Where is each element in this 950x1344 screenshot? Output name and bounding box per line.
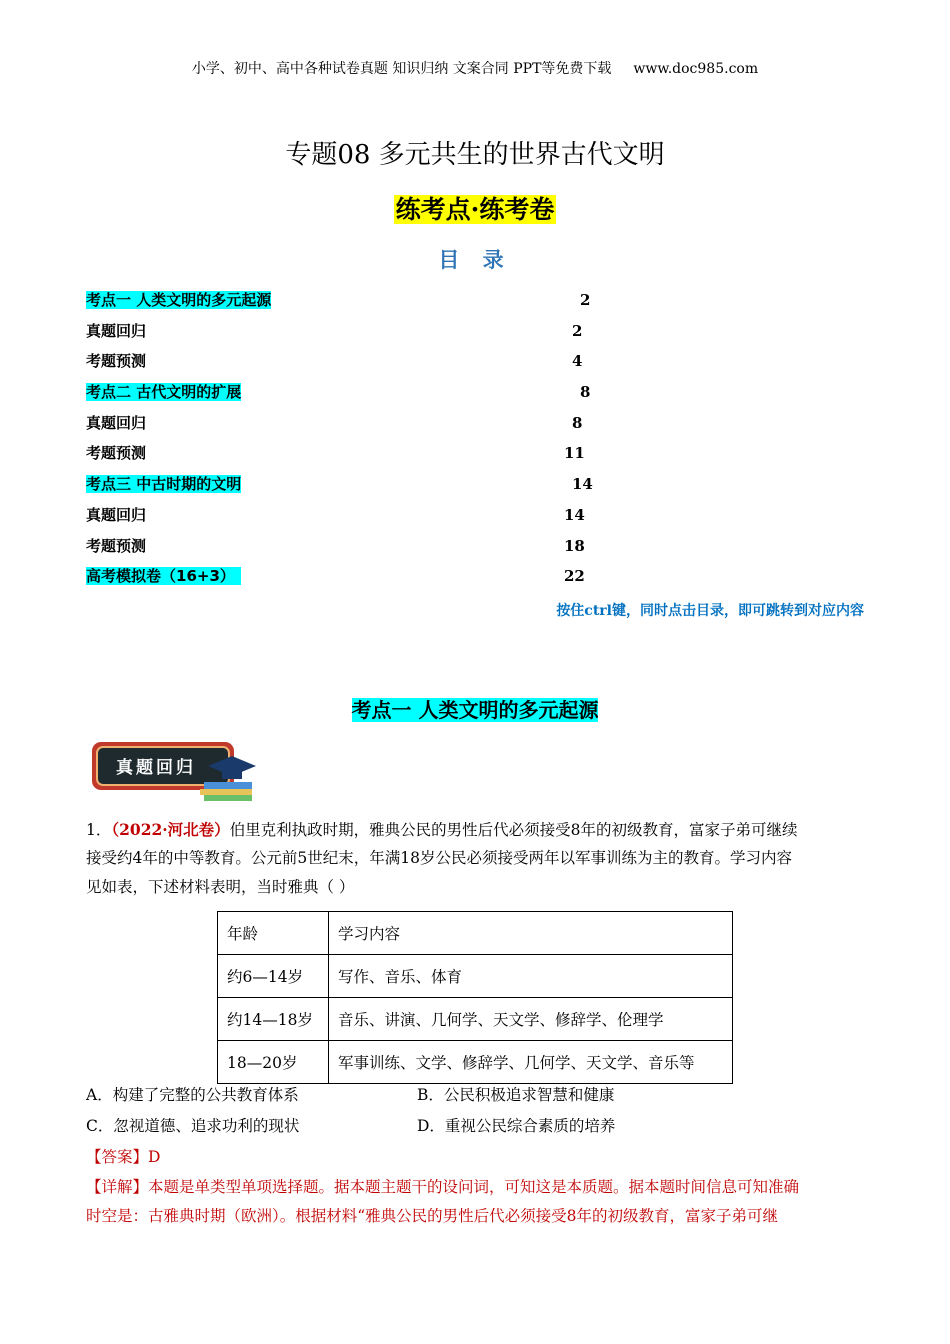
option-d[interactable]: D．重视公民综合素质的培养	[417, 1117, 616, 1135]
toc-item[interactable]	[86, 473, 241, 495]
toc-item-label: 真题回归	[86, 414, 147, 432]
table-cell: 约6—14岁	[218, 955, 329, 998]
book-icon-1	[204, 782, 252, 789]
toc-item-label: 高考模拟卷（16+3）	[86, 567, 241, 585]
page-title: 专题08 多元共生的世界古代文明	[285, 140, 665, 170]
header-url[interactable]: www.doc985.com	[633, 61, 759, 77]
toc-item[interactable]	[86, 381, 241, 403]
table-cell: 约14—18岁	[218, 998, 329, 1041]
explanation-line-2: 时空是：古雅典时期（欧洲）。根据材料“雅典公民的男性后代必须接受8年的初级教育，富家子弟可继	[86, 1207, 779, 1225]
table-row	[218, 1041, 733, 1084]
question-line	[86, 815, 864, 845]
badge-label: 真题回归	[116, 758, 196, 778]
toc-item-label: 考点一 人类文明的多元起源	[86, 291, 272, 309]
toc-item[interactable]	[86, 442, 146, 464]
page-subtitle	[0, 190, 950, 226]
table-header-row	[218, 912, 733, 955]
toc-item[interactable]	[86, 535, 146, 557]
toc-item[interactable]	[86, 565, 241, 587]
toc-item-page: 14	[572, 475, 593, 493]
toc-item-page: 8	[572, 414, 583, 432]
section-badge	[90, 740, 260, 802]
toc-item-page: 4	[572, 352, 583, 370]
answer: 【答案】D	[86, 1148, 161, 1166]
graduation-cap-base	[222, 769, 242, 779]
toc-item-page: 18	[564, 537, 585, 555]
toc-item[interactable]	[86, 320, 146, 342]
table-row	[218, 998, 733, 1041]
table-cell: 写作、音乐、体育	[329, 955, 733, 998]
toc-item[interactable]	[86, 289, 271, 311]
option-a[interactable]: A．构建了完整的公共教育体系	[86, 1086, 299, 1104]
toc-item-label: 真题回归	[86, 322, 147, 340]
table-cell: 军事训练、文学、修辞学、几何学、天文学、音乐等	[329, 1041, 733, 1084]
table-cell: 音乐、讲演、几何学、天文学、修辞学、伦理学	[329, 998, 733, 1041]
question-text-3: 见如表，下述材料表明，当时雅典（ ）	[86, 878, 355, 896]
toc-item-page: 2	[580, 291, 591, 309]
table-header-cell: 学习内容	[329, 912, 733, 955]
book-icon-2	[200, 789, 252, 795]
toc-item[interactable]	[86, 504, 146, 526]
toc-item-label: 真题回归	[86, 506, 147, 524]
section-title	[0, 694, 950, 723]
explanation-line-1: 【详解】本题是单类型单项选择题。据本题主题干的设问词，可知这是本质题。据本题时间信息可知准确	[86, 1178, 800, 1196]
toc-item-page: 22	[564, 567, 585, 585]
question-table	[217, 911, 733, 1084]
toc-item-label: 考题预测	[86, 352, 147, 370]
toc-item-label: 考题预测	[86, 444, 147, 462]
header-text: 小学、初中、高中各种试卷真题 知识归纳 文案合同 PPT等免费下载	[191, 61, 612, 77]
question-text-2: 接受约4年的中等教育。公元前5世纪末，年满18岁公民必须接受两年以军事训练为主的教育。学习内容	[86, 849, 792, 867]
badge-graphic	[90, 740, 260, 802]
option-c[interactable]: C．忽视道德、追求功利的现状	[86, 1117, 300, 1135]
toc-item-page: 2	[572, 322, 583, 340]
toc-item-page: 8	[580, 383, 591, 401]
book-icon-3	[204, 795, 252, 801]
toc-item-page: 14	[564, 506, 585, 524]
section-title-text: 考点一 人类文明的多元起源	[351, 698, 599, 722]
table-header-cell: 年龄	[218, 912, 329, 955]
toc-item-label: 考点二 古代文明的扩展	[86, 383, 242, 401]
toc-note: 按住ctrl键，同时点击目录，即可跳转到对应内容	[556, 603, 864, 619]
toc-item-page: 11	[564, 444, 585, 462]
toc-item[interactable]	[86, 412, 146, 434]
question-number: 1．	[86, 821, 112, 839]
table-cell: 18—20岁	[218, 1041, 329, 1084]
subtitle-text: 练考点·练考卷	[395, 195, 555, 224]
toc-heading: 目 录	[438, 247, 512, 272]
table-row	[218, 955, 733, 998]
toc-item[interactable]	[86, 350, 146, 372]
question-text-1: 伯里克利执政时期，雅典公民的男性后代必须接受8年的初级教育，富家子弟可继续	[229, 821, 798, 839]
toc-item-label: 考题预测	[86, 537, 147, 555]
toc-item-label: 考点三 中古时期的文明	[86, 475, 242, 493]
page-header	[0, 58, 950, 78]
option-b[interactable]: B．公民积极追求智慧和健康	[417, 1086, 615, 1104]
question-source: （2022·河北卷）	[111, 820, 230, 839]
